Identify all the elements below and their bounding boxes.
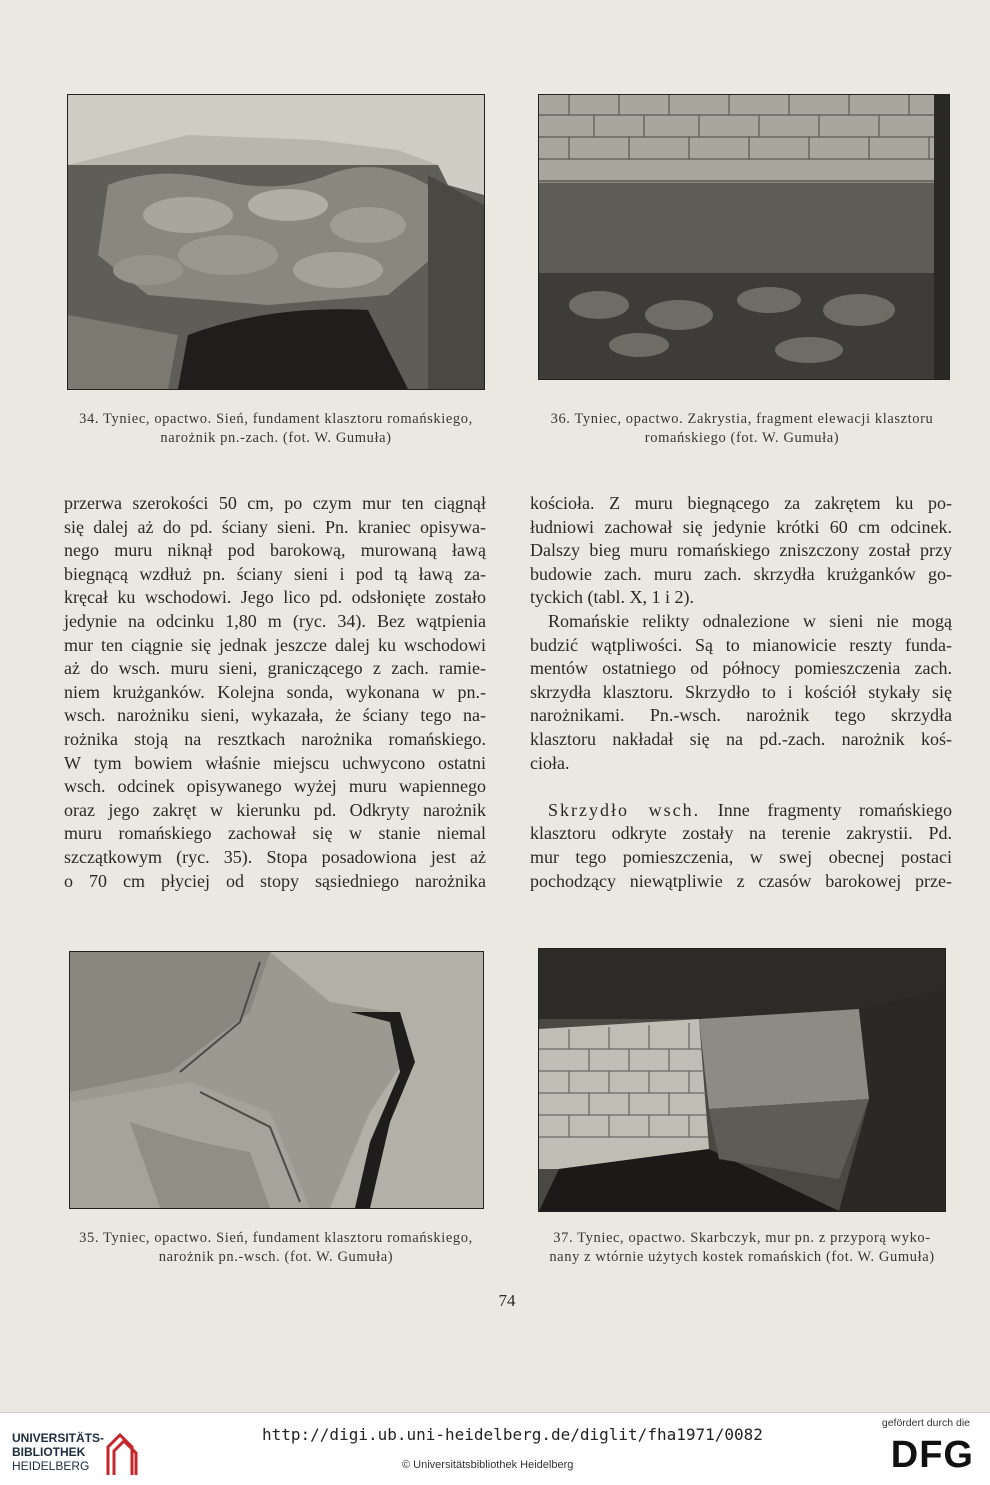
text-line: jedynie na odcinku 1,80 m (ryc. 34). Bez wątpienia	[64, 610, 486, 631]
text-line: Romańskie relikty odnalezione w sieni nie mogą	[548, 610, 952, 631]
text-line: budowie zach. muru zach. skrzydła krużganków go-	[530, 563, 952, 584]
library-logo[interactable]: UNIVERSITÄTS- BIBLIOTHEK HEIDELBERG	[12, 1431, 105, 1473]
text-line: oraz jego zakręt w kierunku pd. Odkryty narożnik	[64, 799, 486, 820]
text-line: kościoła. Z muru biegnącego za zakrętem ku po-	[530, 493, 952, 513]
copyright-notice: © Universitätsbibliothek Heidelberg	[402, 1459, 574, 1471]
text-line: się dalej aż do pd. ściany sieni. Pn. kraniec opisywa-	[64, 516, 486, 537]
text-line: muru romańskiego zachował się w stanie niemal	[64, 823, 486, 844]
permalink-url[interactable]: http://digi.ub.uni-heidelberg.de/diglit/fha1971/0082	[262, 1425, 763, 1444]
figure-37-caption: 37. Tyniec, opactwo. Skarbczyk, mur pn. z przyporą wyko- nany z wtórnie użytych kostek romańskich (fot. W. Gumuła)	[549, 1230, 935, 1265]
foundation-corner-image	[70, 952, 483, 1208]
text-line: biegnącą wzdłuż pn. ściany sieni i pod tą ławą za-	[64, 563, 486, 584]
text-line: W tym bowiem właśnie miejscu uchwycono ostatni	[64, 752, 486, 773]
text-line: Dalszy bieg muru romańskiego zniszczony został przy	[530, 540, 952, 561]
figure-34-photo	[67, 94, 485, 390]
figure-34-caption: 34. Tyniec, opactwo. Sień, fundament klasztoru romańskiego, narożnik pn.-zach. (fot. W. Gumuła)	[79, 411, 473, 446]
text-line: rożnika stoją na resztkach narożnika romańskiego.	[64, 728, 486, 749]
text-line: wsch. odcinek opisywanego wyżej muru wapiennego	[64, 776, 486, 797]
section-heading: Skrzydło wsch.	[548, 799, 701, 820]
text-line: tyckich (tabl. X, 1 i 2).	[530, 587, 694, 608]
funded-by-label: gefördert durch die	[881, 1417, 970, 1429]
text-line: nego muru niknął pod barokową, murowaną ławą	[64, 540, 486, 561]
text-line: kręcał ku wschodowi. Jego lico pd. odsłonięte zostało	[64, 587, 486, 608]
text-line: łudniowi zachował się jedynie krótki 60 cm odcinek.	[530, 516, 952, 537]
text-line: aż do wsch. muru sieni, graniczącego z zach. ramie-	[64, 658, 486, 679]
right-text-column	[530, 492, 952, 893]
text-line: mur tego pomieszczenia, w swej obecnej postaci	[530, 846, 952, 867]
text-line: klasztoru odkryte zostały na terenie zakrystii. Pd.	[530, 823, 952, 844]
text-line: budzić wątpliwości. Są to mianowicie reszty funda-	[530, 634, 952, 655]
text-line: narożnikami. Pn.-wsch. narożnik tego skrzydła	[530, 705, 952, 726]
footer-bar	[0, 1412, 990, 1485]
text-line: szczątkowym (ryc. 35). Stopa posadowiona jest aż	[64, 846, 486, 867]
dfg-logo[interactable]: DFG	[890, 1434, 974, 1476]
text-line: pochodzący niewątpliwie z czasów barokowej prze-	[530, 870, 952, 891]
page-number: 74	[498, 1291, 516, 1310]
masonry-wall-image	[539, 95, 949, 379]
text-line: mur ten ciągnie się jednak jeszcze dalej ku wschodowi	[64, 634, 486, 655]
section-heading-line: Skrzydło wsch. Inne fragmenty romańskiego	[548, 799, 952, 820]
figure-35-caption-final: 35. Tyniec, opactwo. Sień, fundament klasztoru romańskiego, narożnik pn.-wsch. (fot. W. Gumuła)	[79, 1230, 473, 1265]
left-text-column	[64, 492, 486, 893]
brick-wall-buttress-image	[539, 949, 945, 1211]
text-line: skrzydła klasztoru. Skrzydło to i kościół stykały się	[530, 681, 952, 702]
text-line: o 70 cm płyciej od stopy sąsiedniego narożnika	[64, 870, 486, 891]
figure-37-photo	[538, 948, 946, 1212]
stone-foundation-image	[68, 95, 484, 389]
figure-36-caption: 36. Tyniec, opactwo. Zakrystia, fragment elewacji klasztoru romańskiego (fot. W. Gumuła)	[550, 411, 934, 446]
text-line: klasztoru nakładał się na pd.-zach. narożnik koś-	[530, 728, 952, 749]
figure-35-photo	[69, 951, 484, 1209]
library-mark-icon	[102, 1425, 142, 1481]
text-line: cioła.	[530, 752, 570, 773]
blank-line	[530, 775, 952, 799]
text-line: mentów ostatniego od północy pomieszczenia zach.	[530, 658, 952, 679]
figure-36-photo	[538, 94, 950, 380]
text-line: wsch. narożniku sieni, wykazała, że ściany tego na-	[64, 705, 486, 726]
text-line: niem krużganków. Kolejna sonda, wykonana w pn.-	[64, 681, 486, 702]
text-line: przerwa szerokości 50 cm, po czym mur ten ciągnął	[64, 493, 486, 513]
